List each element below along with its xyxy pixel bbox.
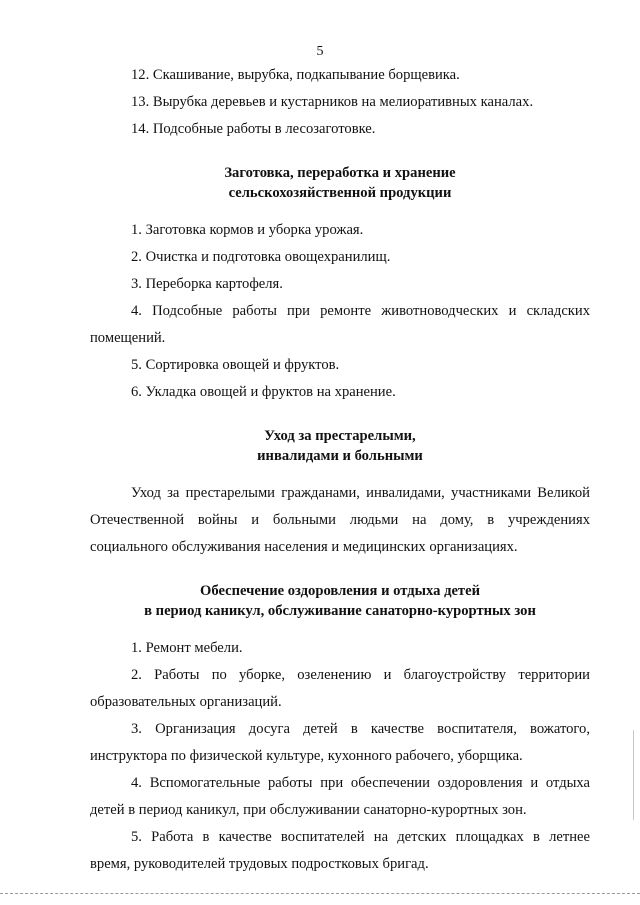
- document-body: [90, 62, 590, 878]
- list-item: 14. Подсобные работы в лесозаготовке.: [131, 121, 376, 137]
- list-item: 6. Укладка овощей и фруктов на хранение.: [131, 384, 396, 400]
- section-heading: сельскохозяйственной продукции: [228, 185, 452, 201]
- section-heading: инвалидами и больными: [257, 448, 423, 464]
- list-item: 4. Подсобные работы при ремонте животноводческих и складских: [131, 303, 590, 319]
- section-heading: Обеспечение оздоровления и отдыха детей: [200, 583, 480, 599]
- scan-bottom-line: [0, 893, 640, 894]
- list-item: 5. Работа в качестве воспитателей на детских площадках в летнее: [131, 829, 590, 845]
- list-item: 12. Скашивание, вырубка, подкапывание борщевика.: [131, 67, 460, 83]
- list-item-continuation: образовательных организаций.: [90, 694, 282, 710]
- list-item: 1. Заготовка кормов и уборка урожая.: [131, 222, 364, 238]
- paragraph-line: Уход за престарелыми гражданами, инвалидами, участниками Великой: [131, 485, 590, 501]
- list-item: 3. Организация досуга детей в качестве воспитателя, вожатого,: [131, 721, 590, 737]
- page-number: 5: [316, 44, 324, 59]
- paragraph-line: Отечественной войны и больными людьми на дому, в учреждениях: [90, 512, 590, 528]
- list-item: 13. Вырубка деревьев и кустарников на мелиоративных каналах.: [131, 94, 534, 110]
- list-item: 3. Переборка картофеля.: [131, 276, 283, 292]
- section-heading: в период каникул, обслуживание санаторно-курортных зон: [144, 603, 536, 619]
- list-item-continuation: инструктора по физической культуре, кухонного рабочего, уборщика.: [90, 748, 523, 764]
- section-heading: Уход за престарелыми,: [264, 428, 416, 444]
- list-item-continuation: детей в период каникул, при обслуживании санаторно-курортных зон.: [90, 802, 527, 818]
- list-item: 2. Очистка и подготовка овощехранилищ.: [131, 249, 391, 265]
- paragraph-line: социального обслуживания населения и медицинских организациях.: [90, 539, 518, 555]
- list-item: 5. Сортировка овощей и фруктов.: [131, 357, 340, 373]
- list-item: 2. Работы по уборке, озеленению и благоустройству территории: [131, 667, 590, 683]
- list-item-continuation: время, руководителей трудовых подростковых бригад.: [90, 856, 429, 872]
- list-item: 4. Вспомогательные работы при обеспечении оздоровления и отдыха: [131, 775, 590, 791]
- section-heading: Заготовка, переработка и хранение: [224, 165, 456, 181]
- scan-edge-mark: [633, 730, 634, 820]
- list-item: 1. Ремонт мебели.: [131, 640, 243, 656]
- list-item-continuation: помещений.: [90, 330, 166, 346]
